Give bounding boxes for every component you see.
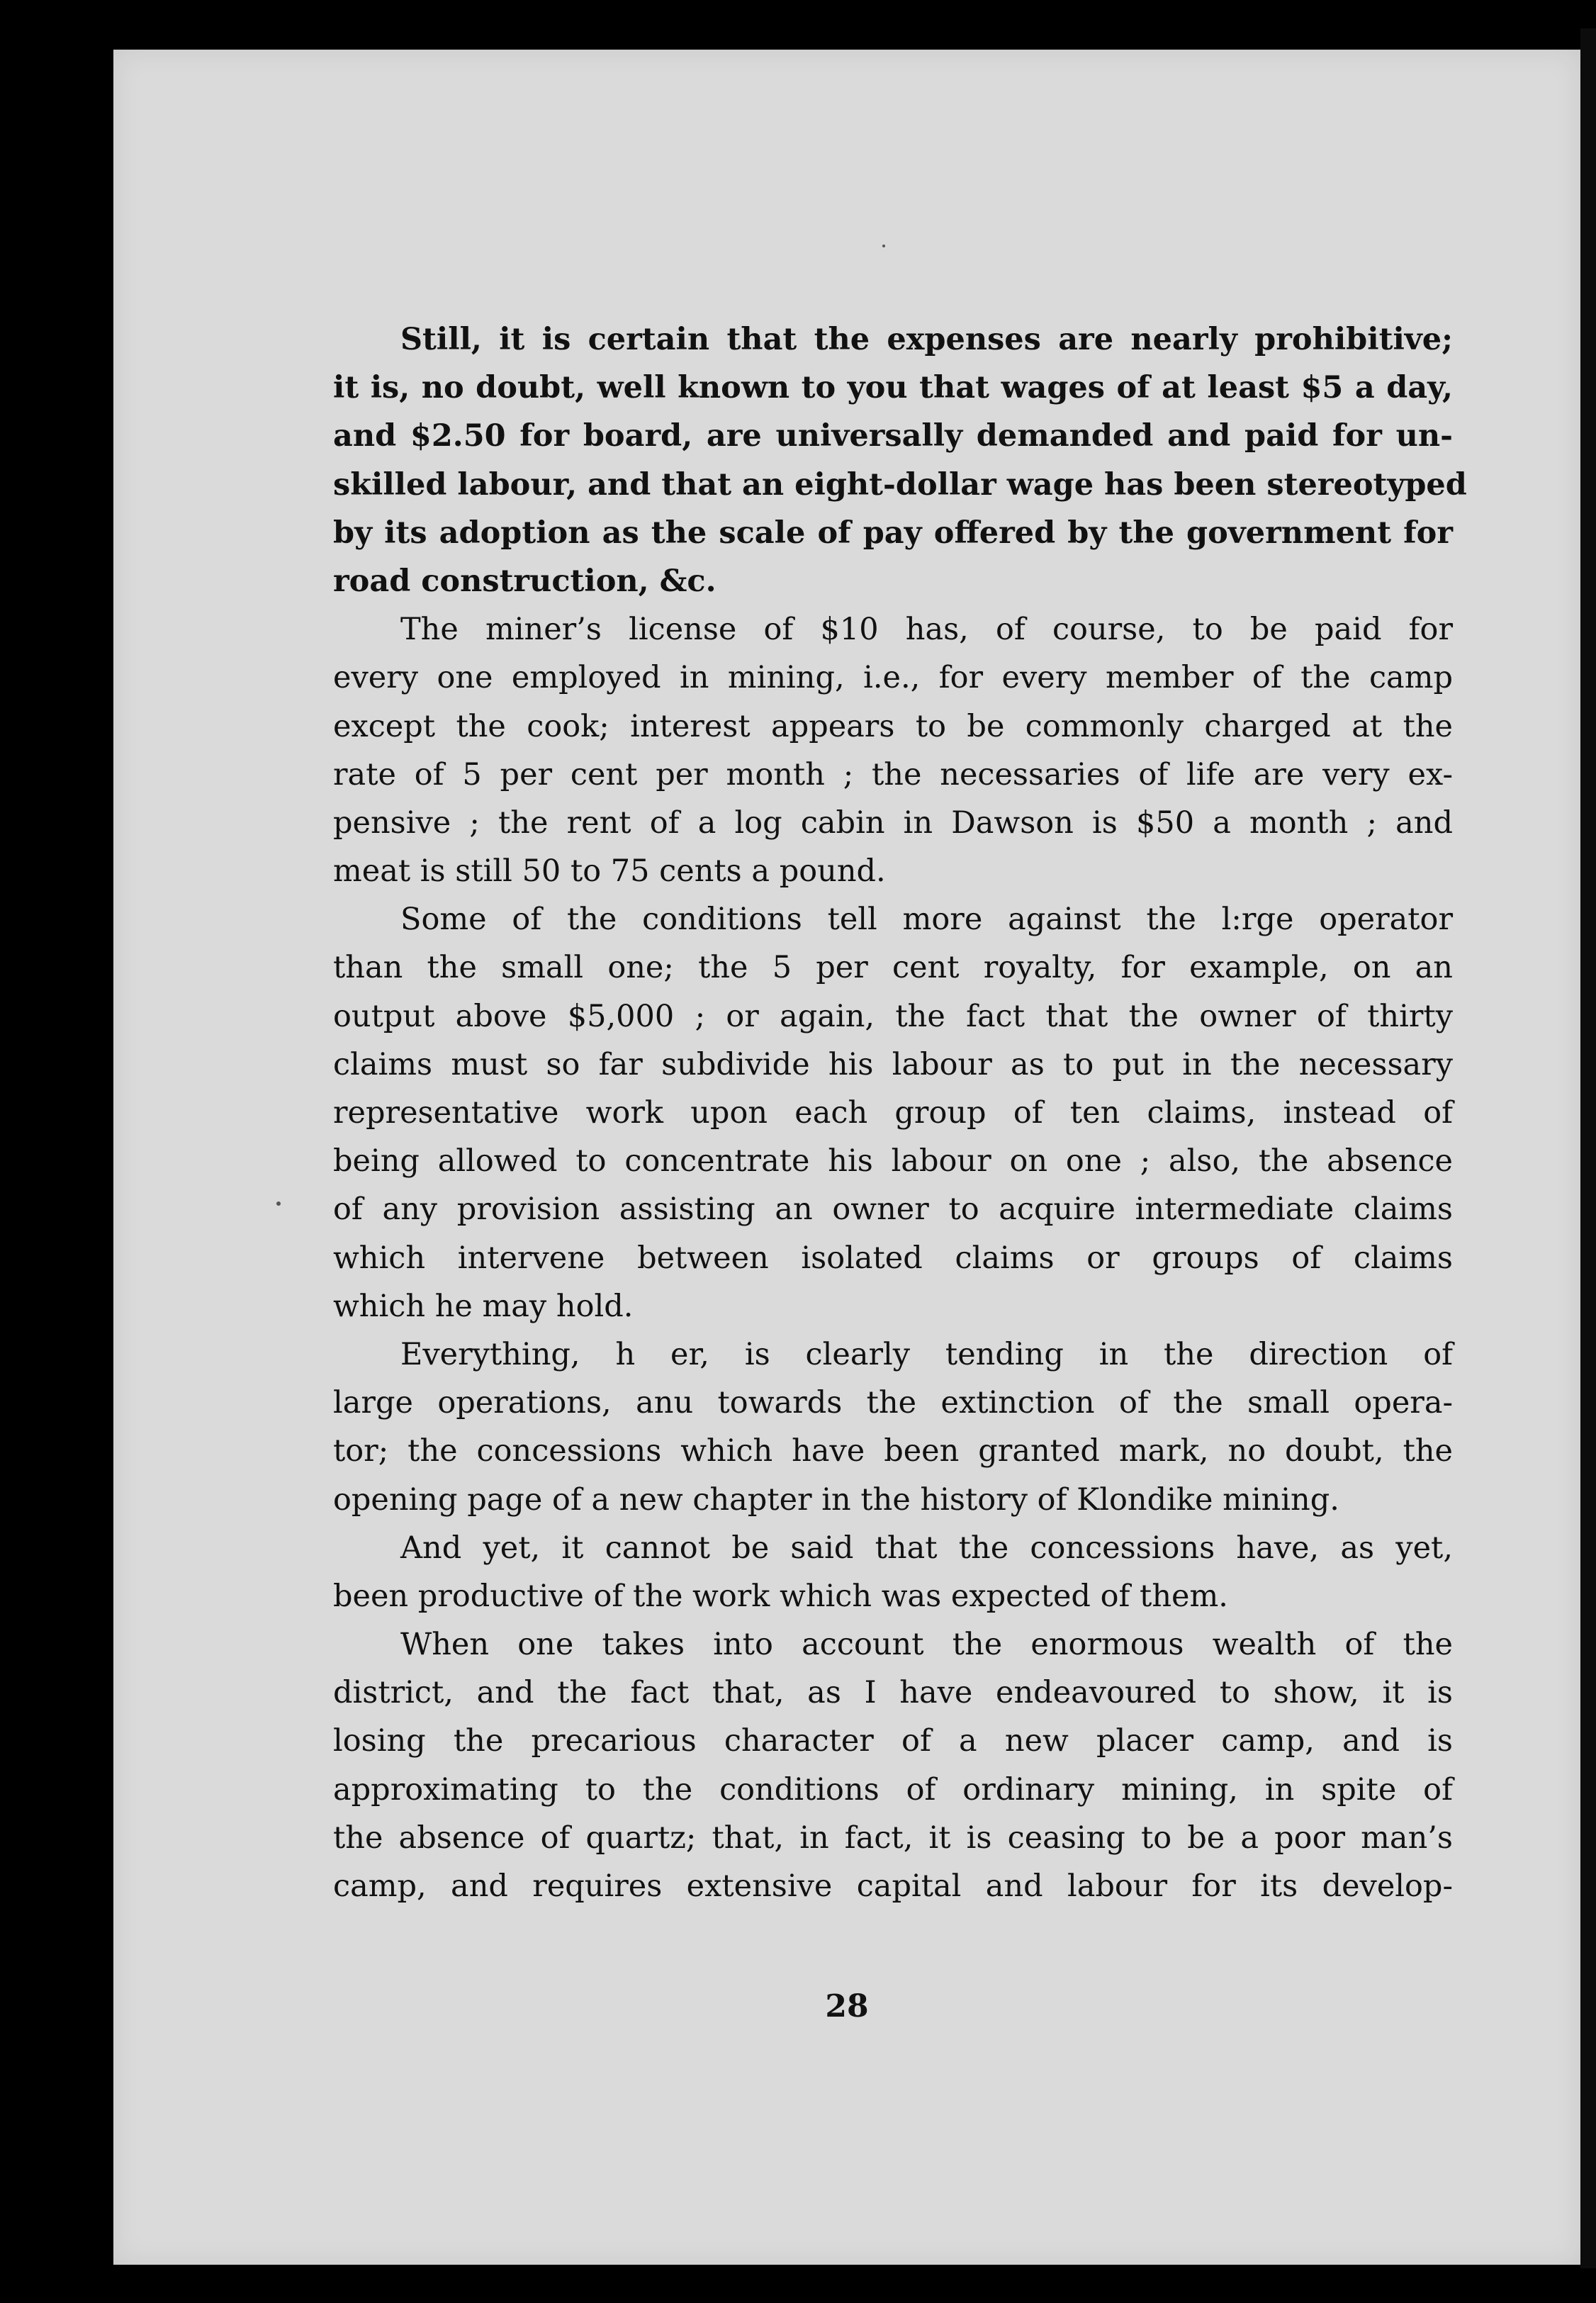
paragraph xyxy=(333,315,1467,605)
paragraph xyxy=(333,895,1453,1330)
text-line: Everything, h er, is clearly tending in the direction of xyxy=(400,1336,1453,1372)
page-number: 28 xyxy=(825,1988,869,2024)
text-line: road construction, &c. xyxy=(333,563,716,599)
text-line: the absence of quartz; that, in fact, it is ceasing to be a poor man’s xyxy=(333,1820,1453,1856)
text-line: losing the precarious character of a new placer camp, and is xyxy=(333,1723,1453,1759)
text-line: When one takes into account the enormous wealth of the xyxy=(400,1627,1453,1663)
text-line: large operations, anu towards the extinction of the small opera- xyxy=(333,1385,1453,1421)
text-line: camp, and requires extensive capital and labour for its develop- xyxy=(333,1868,1453,1904)
text-line: approximating to the conditions of ordinary mining, in spite of xyxy=(333,1771,1453,1808)
text-line: and $2.50 for board, are universally demanded and paid for un- xyxy=(333,418,1453,454)
text-line: been productive of the work which was expected of them. xyxy=(333,1578,1228,1614)
text-line: it is, no doubt, well known to you that wages of at least $5 a day, xyxy=(333,370,1453,406)
text-line: being allowed to concentrate his labour on one ; also, the absence xyxy=(333,1143,1453,1179)
text-line: meat is still 50 to 75 cents a pound. xyxy=(333,853,886,890)
paragraph xyxy=(333,1620,1453,1910)
text-line: output above $5,000 ; or again, the fact that the owner of thirty xyxy=(333,998,1453,1034)
scan-speck xyxy=(882,245,885,247)
text-line: pensive ; the rent of a log cabin in Dawson is $50 a month ; and xyxy=(333,805,1453,841)
text-line: claims must so far subdivide his labour as to put in the necessary xyxy=(333,1046,1453,1082)
text-line: opening page of a new chapter in the history of Klondike mining. xyxy=(333,1481,1339,1518)
text-line: every one employed in mining, i.e., for every member of the camp xyxy=(333,660,1453,696)
text-line: rate of 5 per cent per month ; the necessaries of life are very ex- xyxy=(333,756,1453,792)
text-line: which intervene between isolated claims or groups of claims xyxy=(333,1240,1453,1276)
text-line: skilled labour, and that an eight-dollar wage has been stereotyped xyxy=(333,466,1467,503)
scan-edge xyxy=(1580,28,1596,2268)
scan-speck xyxy=(276,1201,281,1206)
paragraph xyxy=(333,1330,1453,1524)
text-line: of any provision assisting an owner to acquire intermediate claims xyxy=(333,1192,1453,1228)
text-line: And yet, it cannot be said that the concessions have, as yet, xyxy=(400,1530,1453,1566)
text-line: than the small one; the 5 per cent royalty, for example, on an xyxy=(333,950,1453,986)
text-line: Some of the conditions tell more against the l:rge operator xyxy=(400,902,1453,938)
body-text xyxy=(333,315,1467,1910)
paragraph xyxy=(333,605,1453,895)
text-line: except the cook; interest appears to be commonly charged at the xyxy=(333,708,1453,744)
text-line: by its adoption as the scale of pay offered by the government for xyxy=(333,515,1453,551)
text-line: Still, it is certain that the expenses are nearly prohibitive; xyxy=(400,322,1453,357)
text-line: which he may hold. xyxy=(333,1288,634,1324)
paragraph xyxy=(333,1524,1453,1620)
text-line: tor; the concessions which have been granted mark, no doubt, the xyxy=(333,1433,1453,1469)
text-line: representative work upon each group of ten claims, instead of xyxy=(333,1095,1453,1131)
book-page xyxy=(113,50,1580,2265)
text-line: district, and the fact that, as I have endeavoured to show, it is xyxy=(333,1675,1453,1711)
text-line: The miner’s license of $10 has, of course, to be paid for xyxy=(400,612,1453,648)
